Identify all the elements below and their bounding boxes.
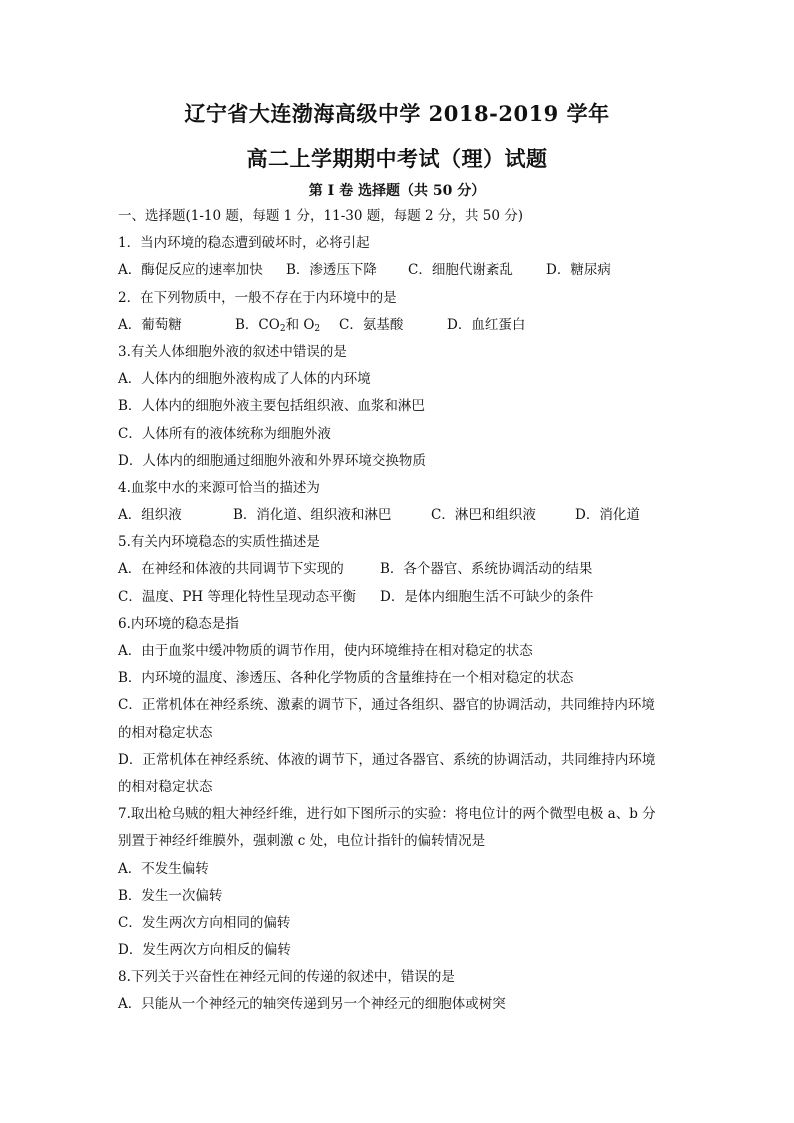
option: A．葡萄糖 — [118, 316, 182, 333]
question-body — [118, 203, 688, 1019]
option: A．人体内的细胞外液构成了人体的内环境 — [118, 371, 371, 388]
option: B．消化道、组织液和淋巴 — [233, 507, 392, 524]
option: C．温度、PH 等理化特性呈现动态平衡 — [118, 588, 356, 605]
option: C．氨基酸 — [339, 316, 404, 333]
option: A．酶促反应的速率加快 — [118, 262, 263, 279]
option: A．由于血浆中缓冲物质的调节作用，使内环境维持在相对稳定的状态 — [118, 643, 533, 659]
exam-title: 辽宁省大连渤海高级中学 2018-2019 学年 — [184, 101, 610, 126]
question-stem: 1．当内环境的稳态遭到破坏时，必将引起 — [118, 235, 370, 252]
option-row — [118, 556, 688, 583]
option: B．渗透压下降 — [286, 262, 377, 279]
question-stem: 5.有关内环境稳态的实质性描述是 — [118, 534, 320, 551]
question-stem: 2．在下列物质中，一般不存在于内环境中的是 — [118, 289, 397, 306]
option: D．血红蛋白 — [447, 316, 526, 333]
question-stem: 4.血浆中水的来源可恰当的描述为 — [118, 479, 320, 496]
section-heading: 第 I 卷 选择题（共 50 分） — [308, 183, 486, 199]
option-row — [118, 502, 688, 529]
option: C．淋巴和组织液 — [431, 507, 536, 524]
option: C．发生两次方向相同的偏转 — [118, 914, 291, 931]
question-stem: 3.有关人体细胞外液的叙述中错误的是 — [118, 343, 347, 360]
option: A．不发生偏转 — [118, 860, 209, 877]
question-stem-continued: 别置于神经纤维膜外，强刺激 c 处，电位计指针的偏转情况是 — [118, 833, 486, 850]
option: C．正常机体在神经系统、激素的调节下，通过各组织、器官的协调活动，共同维持内环境 — [118, 697, 655, 714]
option: D．消化道 — [575, 507, 640, 524]
option: A．组织液 — [118, 507, 182, 524]
option: C．人体所有的液体统称为细胞外液 — [118, 425, 331, 442]
option: B．发生一次偏转 — [118, 887, 223, 904]
option: A．在神经和体液的共同调节下实现的 — [118, 561, 344, 578]
option: B．人体内的细胞外液主要包括组织液、血浆和淋巴 — [118, 398, 425, 415]
option-continued: 的相对稳定状态 — [118, 724, 213, 741]
question-stem: 6.内环境的稳态是指 — [118, 615, 239, 632]
option: D．正常机体在神经系统、体液的调节下，通过各器官、系统的协调活动，共同维持内环境 — [118, 751, 656, 768]
option: D．糖尿病 — [546, 262, 611, 279]
option: B．内环境的温度、渗透压、各种化学物质的含量维持在一个相对稳定的状态 — [118, 670, 574, 687]
option-row — [118, 312, 688, 339]
option: D．发生两次方向相反的偏转 — [118, 942, 291, 959]
question-stem: 7.取出枪乌贼的粗大神经纤维，进行如下图所示的实验：将电位计的两个微型电极 a、b 分 — [118, 806, 656, 823]
option: B．各个器官、系统协调活动的结果 — [380, 561, 593, 578]
option: B．$CO_2$和 $O_2$ — [235, 316, 321, 334]
question-stem: 8.下列关于兴奋性在神经元间的传递的叙述中，错误的是 — [118, 969, 455, 986]
option: D．人体内的细胞通过细胞外液和外界环境交换物质 — [118, 452, 426, 469]
option-row — [118, 257, 688, 284]
option: A．只能从一个神经元的轴突传递到另一个神经元的细胞体或树突 — [118, 996, 506, 1013]
option: C．细胞代谢紊乱 — [408, 262, 513, 279]
exam-subtitle: 高二上学期期中考试（理）试题 — [246, 146, 548, 171]
option: D．是体内细胞生活不可缺少的条件 — [380, 588, 594, 605]
instructions: 一、选择题(1-10 题，每题 1 分，11-30 题，每题 2 分，共 50 分) — [118, 208, 523, 224]
option-row — [118, 584, 688, 611]
option-continued: 的相对稳定状态 — [118, 778, 213, 795]
